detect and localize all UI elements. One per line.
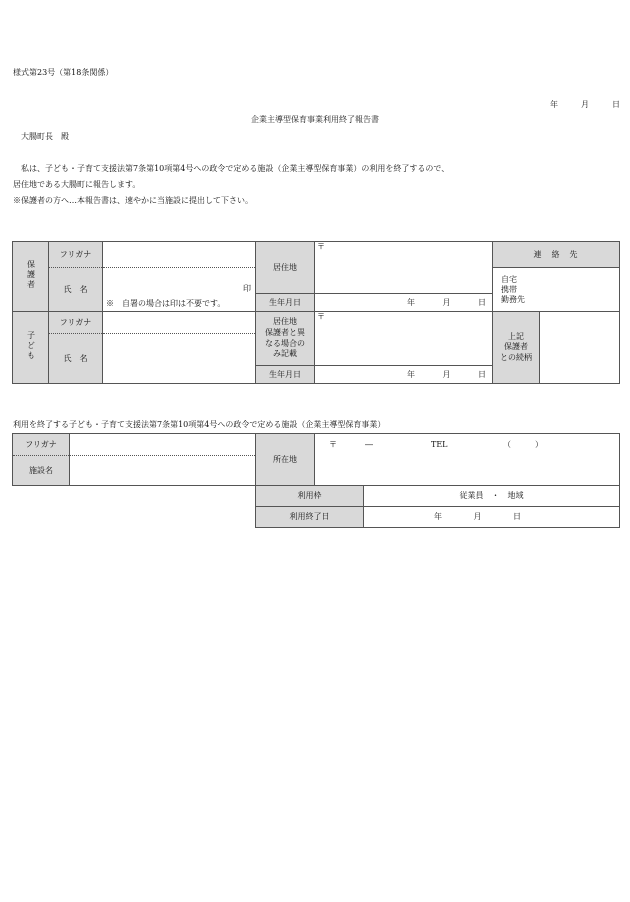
facility-tel-close: ） [535, 440, 543, 449]
child-address-field[interactable] [315, 312, 493, 366]
end-month: 月 [473, 512, 482, 521]
child-birth-year: 年 [407, 369, 415, 379]
guardian-birth-month: 月 [442, 297, 451, 307]
end-day: 日 [513, 512, 521, 521]
facility-tel-label: TEL [431, 440, 448, 449]
relation-label-2: 保護者 [504, 342, 528, 352]
end-date-field[interactable] [364, 507, 620, 528]
body-line-1: 私は、子ども・子育て支援法第7条第10項第4号への政令で定める施設（企業主導型保育事業）の利用を終了するので、 [21, 164, 450, 173]
blank-cell [13, 507, 256, 528]
child-birth-month: 月 [442, 369, 451, 379]
guardian-label: 保護者 [26, 260, 36, 290]
child-name-field[interactable] [103, 334, 256, 384]
child-address-label-2: 保護者と異 [265, 327, 305, 337]
addressee: 大腸町長 殿 [21, 132, 69, 141]
guardian-birth-label: 生年月日 [256, 294, 315, 312]
date-year-label: 年 [550, 100, 558, 109]
guardian-furigana-field[interactable] [103, 242, 256, 268]
document-title: 企業主導型保育事業利用終了報告書 [251, 115, 379, 124]
child-birth-field[interactable] [315, 366, 493, 384]
guardian-name-field[interactable] [103, 268, 256, 312]
guardian-birth-day: 日 [478, 297, 486, 307]
end-year: 年 [434, 512, 442, 521]
child-address-label-3: なる場合の [265, 338, 305, 348]
guardian-postal-mark: 〒 [317, 242, 325, 251]
end-date-label: 利用終了日 [256, 507, 364, 528]
date-day-label: 日 [612, 100, 620, 109]
contact-home-label: 自宅 [501, 274, 517, 284]
child-furigana-field[interactable] [103, 312, 256, 334]
contact-work-label: 勤務先 [501, 294, 525, 304]
guardian-birth-field[interactable] [315, 294, 493, 312]
body-line-3: ※保護者の方へ…本報告書は、速やかに当施設に提出して下さい。 [13, 196, 253, 205]
body-line-2: 居住地である大腸町に報告します。 [13, 180, 141, 189]
date-line [550, 99, 620, 110]
facility-location-field[interactable] [315, 434, 620, 486]
facility-name-label: 施設名 [13, 456, 70, 486]
child-address-label-4: み記載 [273, 349, 297, 359]
contact-field[interactable] [493, 268, 620, 312]
child-name-label: 氏 名 [49, 334, 103, 384]
facility-table [12, 433, 620, 528]
guardian-address-field[interactable] [315, 242, 493, 294]
relation-label-1: 上記 [508, 331, 524, 341]
facility-postal-dash: ― [365, 440, 373, 449]
relation-label [493, 312, 540, 384]
usage-slot-field[interactable]: 従業員 ・ 地域 [364, 486, 620, 507]
facility-location-label: 所在地 [256, 434, 315, 486]
facility-name-field[interactable] [70, 456, 256, 486]
facility-tel-open: （ [503, 440, 511, 449]
relation-field[interactable] [540, 312, 620, 384]
blank-cell [13, 486, 256, 507]
child-address-label [256, 312, 315, 366]
child-label: 子ども [26, 331, 36, 361]
date-month-label: 月 [581, 100, 589, 109]
child-birth-day: 日 [478, 369, 486, 379]
relation-label-3: との続柄 [500, 352, 532, 362]
child-label-cell [13, 312, 49, 384]
contact-header: 連 絡 先 [493, 242, 620, 268]
seal-mark: 印 [243, 284, 251, 293]
facility-furigana-label: フリガナ [13, 434, 70, 456]
form-number: 様式第23号（第18条関係） [13, 68, 114, 77]
guardian-label-cell [13, 242, 49, 312]
facility-furigana-field[interactable] [70, 434, 256, 456]
child-furigana-label: フリガナ [49, 312, 103, 334]
guardian-address-label: 居住地 [256, 242, 315, 294]
signature-note: ※ 自署の場合は印は不要です。 [106, 299, 226, 308]
facility-postal-mark: 〒 [329, 440, 337, 449]
contact-mobile-label: 携帯 [501, 284, 517, 294]
child-postal-mark: 〒 [317, 312, 325, 321]
guardian-child-table [12, 241, 620, 384]
child-birth-label: 生年月日 [256, 366, 315, 384]
guardian-furigana-label: フリガナ [49, 242, 103, 268]
section2-caption: 利用を終了する子ども・子育て支援法第7条第10項第4号への政令で定める施設（企業主導型保育事業） [13, 420, 386, 429]
usage-slot-label: 利用枠 [256, 486, 364, 507]
child-address-label-1: 居住地 [273, 316, 297, 326]
guardian-birth-year: 年 [407, 297, 415, 307]
guardian-name-label: 氏 名 [49, 268, 103, 312]
